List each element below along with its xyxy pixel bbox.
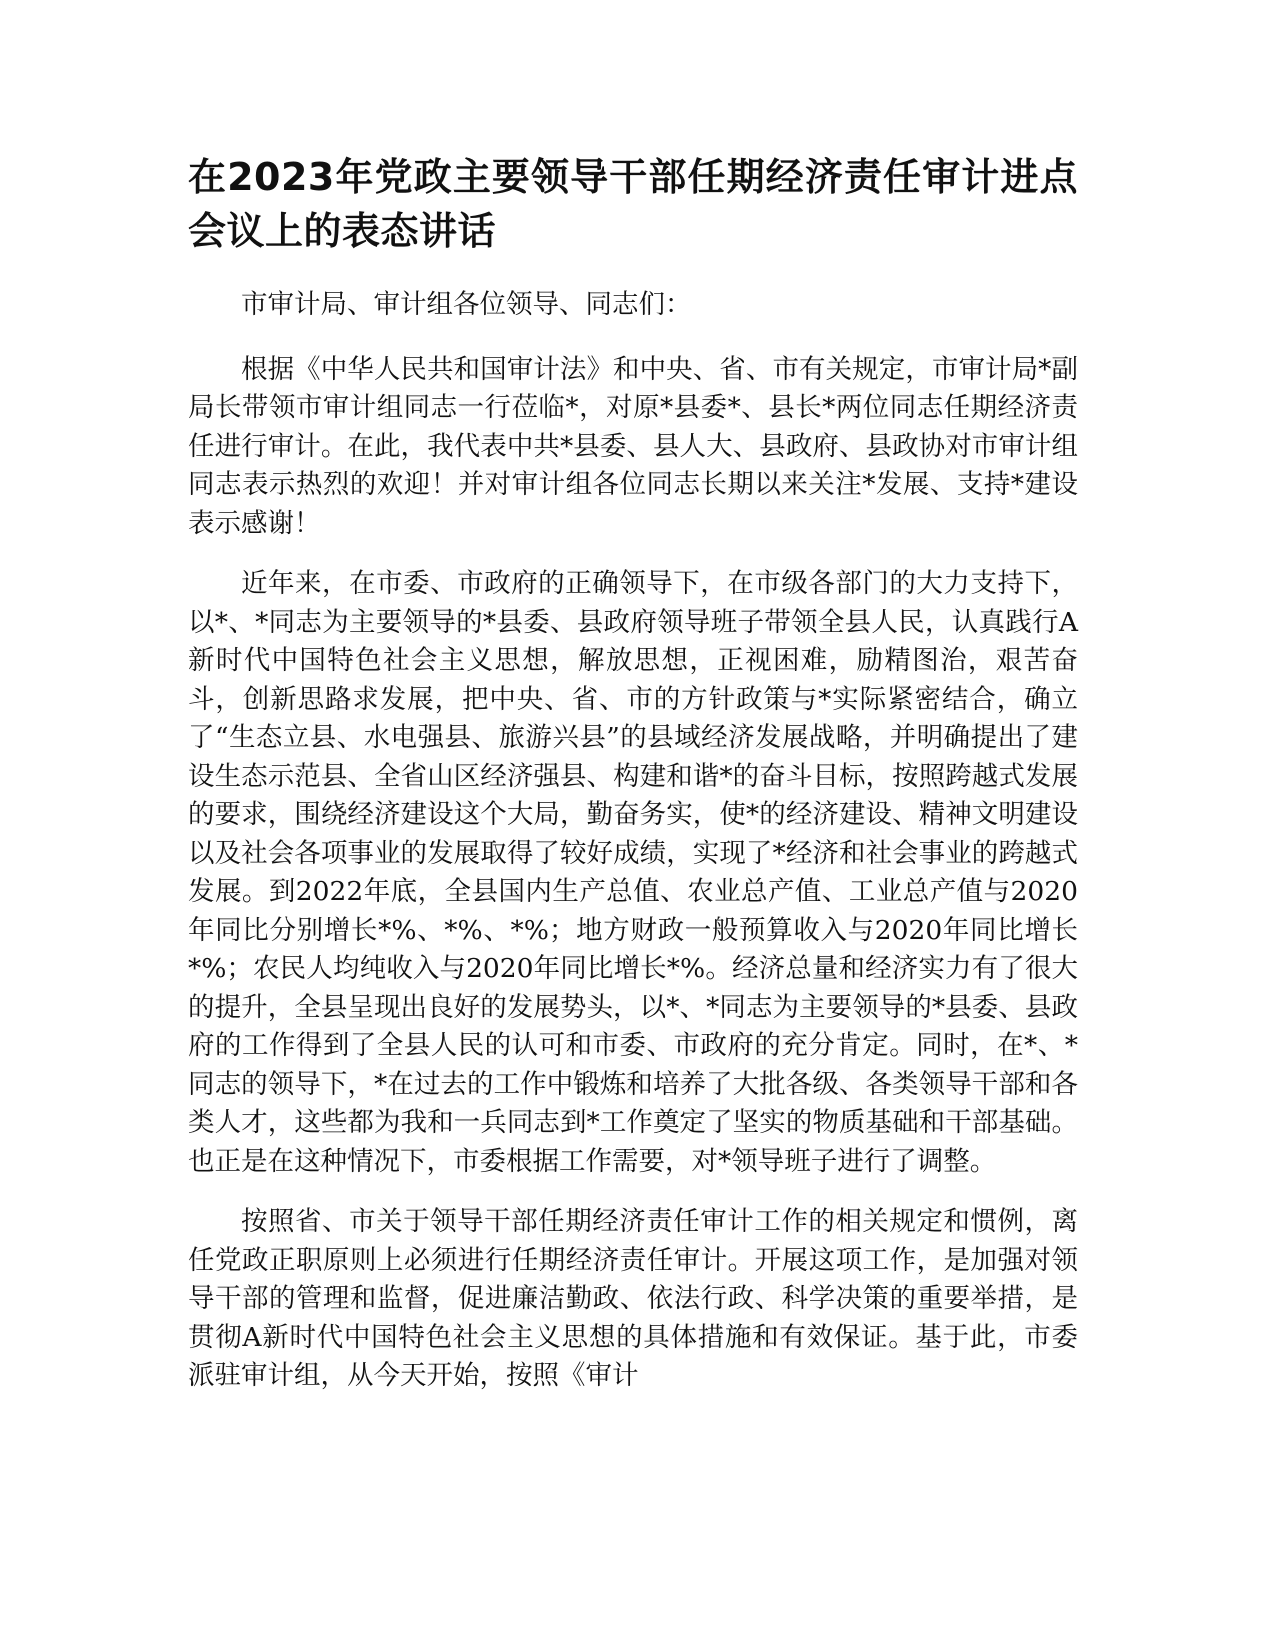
paragraph-3: 按照省、市关于领导干部任期经济责任审计工作的相关规定和惯例，离任党政正职原则上必须进行任期经济责任审计。开展这项工作，是加强对领导干部的管理和监督，促进廉洁勤政、依法行政、科学决策的重要举措，是贯彻A新时代中国特色社会主义思想的具体措施和有效保证。基于此，市委派驻审计组，从今天开始，按照《审计: [188, 1206, 1078, 1391]
document-title: 在2023年党政主要领导干部任期经济责任审计进点会议上的表态讲话: [188, 155, 1078, 253]
salutation: 市审计局、审计组各位领导、同志们：: [241, 289, 692, 320]
paragraph-1: 根据《中华人民共和国审计法》和中央、省、市有关规定，市审计局*副局长带领市审计组同志一行莅临*，对原*县委*、县长*两位同志任期经济责任进行审计。在此，我代表中共*县委、县人大、县政府、县政协对市审计组同志表示热烈的欢迎！并对审计组各位同志长期以来关注*发展、支持*建设表示感谢！: [188, 353, 1078, 539]
document-page: [188, 150, 1078, 1418]
paragraph-2: 近年来，在市委、市政府的正确领导下，在市级各部门的大力支持下，以*、*同志为主要领导的*县委、县政府领导班子带领全县人民，认真践行A新时代中国特色社会主义思想，解放思想，正视困难，励精图治，艰苦奋斗，创新思路求发展，把中央、省、市的方针政策与*实际紧密结合，确立了“生态立县、水电强县、旅游兴县”的县域经济发展战略，并明确提出了建设生态示范县、全省山区经济强县、构建和谐*的奋斗目标，按照跨越式发展的要求，围绕经济建设这个大局，勤奋务实，使*的经济建设、精神文明建设以及社会各项事业的发展取得了较好成绩，实现了*经济和社会事业的跨越式发展。到2022年底，全县国内生产总值、农业总产值、工业总产值与2020年同比分别增长*%、*%、*%；地方财政一般预算收入与2020年同比增长*%；农民人均纯收入与2020年同比增长*%。经济总量和经济实力有了很大的提升，全县呈现出良好的发展势头，以*、*同志为主要领导的*县委、县政府的工作得到了全县人民的认可和市委、市政府的充分肯定。同时，在*、*同志的领导下，*在过去的工作中锻炼和培养了大批各级、各类领导干部和各类人才，这些都为我和一兵同志到*工作奠定了坚实的物质基础和干部基础。也正是在这种情况下，市委根据工作需要，对*领导班子进行了调整。: [188, 568, 1078, 1177]
